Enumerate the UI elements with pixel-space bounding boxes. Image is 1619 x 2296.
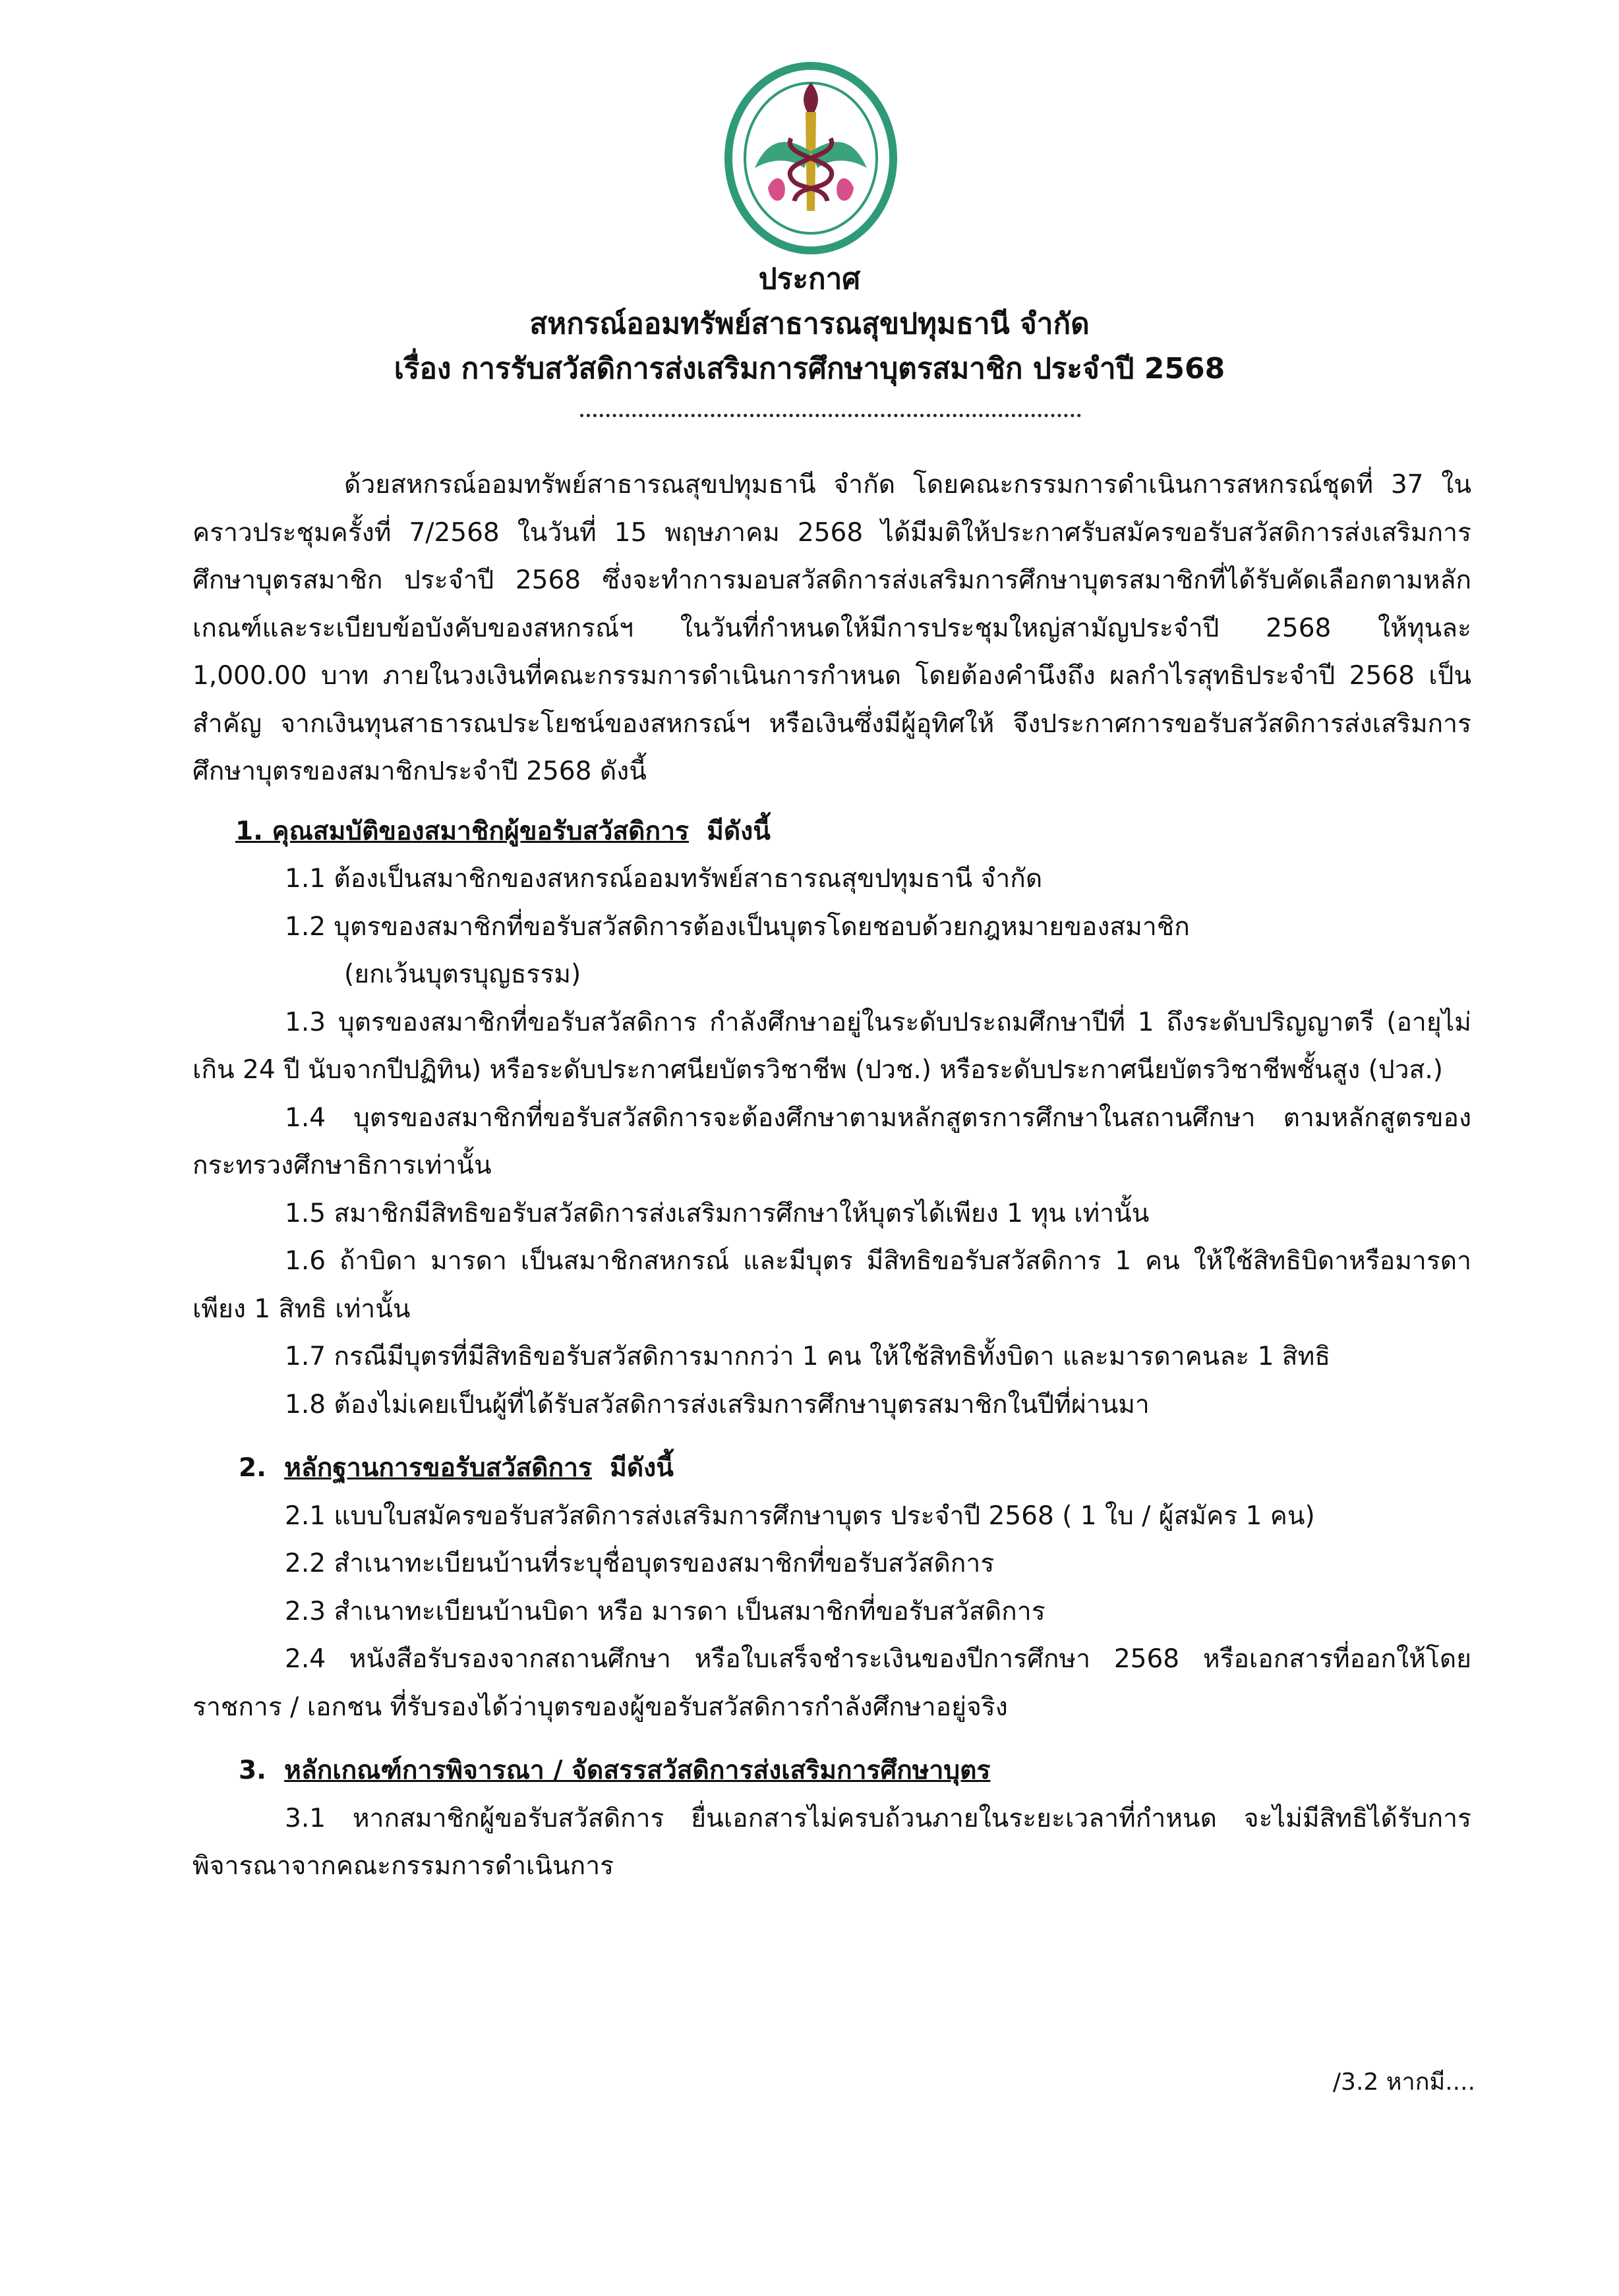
item-2-1: 2.1 แบบใบสมัครขอรับสวัสดิการส่งเสริมการศึกษาบุตร ประจำปี 2568 ( 1 ใบ / ผู้สมัคร 1 คน) xyxy=(285,1501,1315,1531)
item-1-2-note: (ยกเว้นบุตรบุญธรรม) xyxy=(344,960,581,989)
announcement-label: ประกาศ xyxy=(758,262,861,296)
item-2-2: 2.2 สำเนาทะเบียนบ้านที่ระบุชื่อบุตรของสมาชิกที่ขอรับสวัสดิการ xyxy=(285,1549,995,1578)
item-1-6: 1.6 ถ้าบิดา มารดา เป็นสมาชิกสหกรณ์ และมีบุตร มีสิทธิขอรับสวัสดิการ 1 คน ให้ใช้สิทธิบิดาหรือมารดาเพียง 1 สิทธิ เท่านั้น xyxy=(192,1246,1471,1324)
item-2-4: 2.4 หนังสือรับรองจากสถานศึกษา หรือใบเสร็จชำระเงินของปีการศึกษา 2568 หรือเอกสารที่ออกให้โดยราชการ / เอกชน ที่รับรองได้ว่าบุตรของผู้ขอรับสวัสดิการกำลังศึกษาอยู่จริง xyxy=(192,1644,1471,1722)
item-1-5: 1.5 สมาชิกมีสิทธิขอรับสวัสดิการส่งเสริมการศึกษาให้บุตรได้เพียง 1 ทุน เท่านั้น xyxy=(285,1198,1150,1228)
intro-paragraph: ด้วยสหกรณ์ออมทรัพย์สาธารณสุขปทุมธานี จำกัด โดยคณะกรรมการดำเนินการสหกรณ์ชุดที่ 37 ในคราวประชุมครั้งที่ 7/2568 ในวันที่ 15 พฤษภาคม 2568 ได้มีมติให้ประกาศรับสมัครขอรับสวัสดิการส่งเสริมการศึกษาบุตรสมาชิก ประจำปี 2568 ซึ่งจะทำการมอบสวัสดิการส่งเสริมการศึกษาบุตรสมาชิกที่ได้รับคัดเลือกตามหลักเกณฑ์และระเบียบข้อบังคับของสหกรณ์ฯ ในวันที่กำหนดให้มีการประชุมใหญ่สามัญประจำปี 2568 ให้ทุนละ 1,000.00 บาท ภายในวงเงินที่คณะกรรมการดำเนินการกำหนด โดยต้องคำนึงถึง ผลกำไรสุทธิประจำปี 2568 เป็นสำคัญ จากเงินทุนสาธารณประโยชน์ของสหกรณ์ฯ หรือเงินซึ่งมีผู้อุทิศให้ จึงประกาศการขอรับสวัสดิการส่งเสริมการศึกษาบุตรของสมาชิกประจำปี 2568 ดังนี้ xyxy=(192,470,1471,786)
item-3-1: 3.1 หากสมาชิกผู้ขอรับสวัสดิการ ยื่นเอกสารไม่ครบถ้วนภายในระยะเวลาที่กำหนด จะไม่มีสิทธิได้รับการพิจารณาจากคณะกรรมการดำเนินการ xyxy=(192,1803,1471,1881)
dotted-divider xyxy=(580,414,1081,417)
item-1-3: 1.3 บุตรของสมาชิกที่ขอรับสวัสดิการ กำลังศึกษาอยู่ในระดับประถมศึกษาปีที่ 1 ถึงระดับปริญญาตรี (อายุไม่เกิน 24 ปี นับจากปีปฏิทิน) หรือระดับประกาศนียบัตรวิชาชีพ (ปวช.) หรือระดับประกาศนียบัตรวิชาชีพชั้นสูง (ปวส.) xyxy=(192,1007,1471,1085)
section-1-title: 1. คุณสมบัติของสมาชิกผู้ขอรับสวัสดิการ xyxy=(235,816,689,846)
section-3-heading xyxy=(192,1747,1471,1795)
item-1-4: 1.4 บุตรของสมาชิกที่ขอรับสวัสดิการจะต้องศึกษาตามหลักสูตรการศึกษาในสถานศึกษา ตามหลักสูตรของกระทรวงศึกษาธิการเท่านั้น xyxy=(192,1103,1471,1180)
section-3-title: หลักเกณฑ์การพิจารณา / จัดสรรสวัสดิการส่งเสริมการศึกษาบุตร xyxy=(284,1756,991,1785)
section-1-heading xyxy=(192,808,1471,856)
section-3-number: 3. xyxy=(239,1756,266,1785)
item-2-3: 2.3 สำเนาทะเบียนบ้านบิดา หรือ มารดา เป็นสมาชิกที่ขอรับสวัสดิการ xyxy=(285,1596,1045,1626)
section-2-number: 2. xyxy=(239,1453,266,1483)
section-2-heading xyxy=(192,1445,1471,1493)
announcement-subject: เรื่อง การรับสวัสดิการส่งเสริมการศึกษาบุตรสมาชิก ประจำปี 2568 xyxy=(394,352,1225,386)
announcement-header xyxy=(0,257,1619,391)
section-2-suffix: มีดังนี้ xyxy=(610,1453,674,1483)
item-1-7: 1.7 กรณีมีบุตรที่มีสิทธิขอรับสวัสดิการมากกว่า 1 คน ให้ใช้สิทธิทั้งบิดา และมารดาคนละ 1 สิทธิ xyxy=(285,1342,1331,1371)
item-1-8: 1.8 ต้องไม่เคยเป็นผู้ที่ได้รับสวัสดิการส่งเสริมการศึกษาบุตรสมาชิกในปีที่ผ่านมา xyxy=(285,1389,1150,1420)
section-2-title: หลักฐานการขอรับสวัสดิการ xyxy=(284,1453,592,1483)
item-1-1: 1.1 ต้องเป็นสมาชิกของสหกรณ์ออมทรัพย์สาธารณสุขปทุมธานี จำกัด xyxy=(285,864,1043,894)
cooperative-seal-icon xyxy=(719,46,903,264)
continued-marker: /3.2 หากมี.... xyxy=(1332,2069,1475,2096)
announcement-body xyxy=(192,461,1471,1891)
item-1-2: 1.2 บุตรของสมาชิกที่ขอรับสวัสดิการต้องเป็นบุตรโดยชอบด้วยกฎหมายของสมาชิก xyxy=(285,911,1190,942)
section-1-suffix: มีดังนี้ xyxy=(707,816,771,846)
organization-name: สหกรณ์ออมทรัพย์สาธารณสุขปทุมธานี จำกัด xyxy=(529,307,1090,341)
